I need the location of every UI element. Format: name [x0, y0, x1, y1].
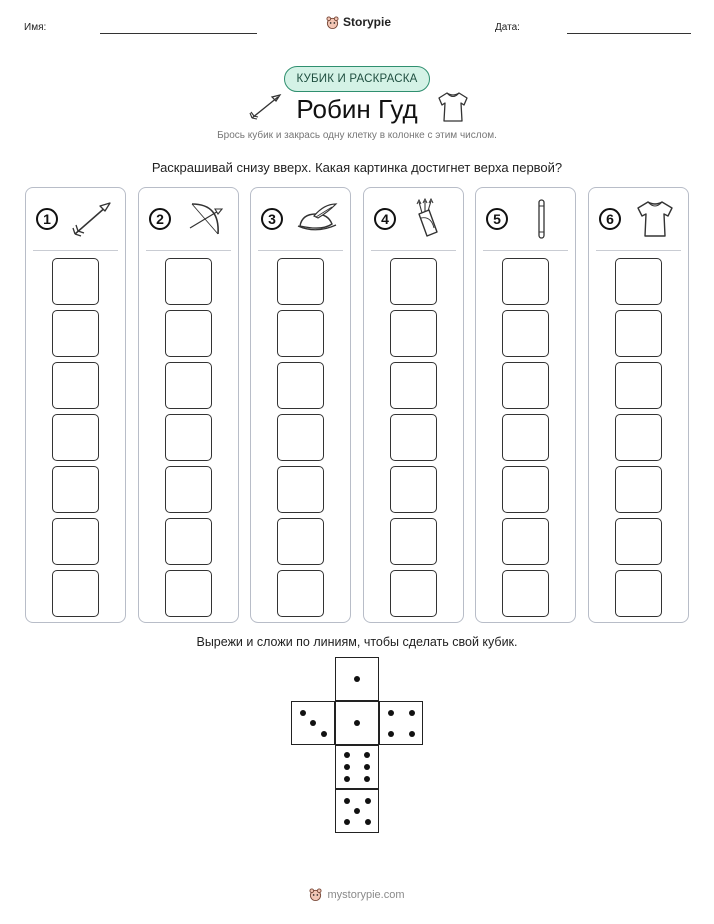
die-pip [344, 764, 350, 770]
column-separator [596, 250, 681, 251]
die-pip [344, 819, 350, 825]
die-pip [364, 752, 370, 758]
color-cell[interactable] [390, 258, 437, 305]
quiver-icon [407, 198, 453, 240]
die-pip [354, 720, 360, 726]
column-number: 2 [149, 208, 171, 230]
color-cell[interactable] [165, 414, 212, 461]
die-face [335, 701, 379, 745]
coloring-instruction: Раскрашивай снизу вверх. Какая картинка достигнет верха первой? [151, 160, 563, 175]
die-pip [365, 798, 371, 804]
color-cell[interactable] [165, 466, 212, 513]
die-pip [354, 676, 360, 682]
column-number: 3 [261, 208, 283, 230]
die-pip [310, 720, 316, 726]
bow-icon [182, 198, 228, 240]
color-cell[interactable] [615, 570, 662, 617]
die-pip [409, 731, 415, 737]
color-cell[interactable] [277, 362, 324, 409]
dice-instruction: Вырежи и сложи по линиям, чтобы сделать свой кубик. [196, 635, 518, 649]
feathered-hat-icon [294, 198, 340, 240]
die-pip [409, 710, 415, 716]
subtitle: Брось кубик и закрась одну клетку в колонке с этим числом. [217, 130, 497, 141]
column-number: 4 [374, 208, 396, 230]
date-line[interactable] [567, 33, 691, 34]
color-cell[interactable] [165, 362, 212, 409]
die-face [379, 701, 423, 745]
color-cell[interactable] [52, 466, 99, 513]
die-pip [388, 710, 394, 716]
die-pip [344, 752, 350, 758]
column-3 [250, 187, 351, 623]
color-cell[interactable] [502, 414, 549, 461]
color-cell[interactable] [390, 414, 437, 461]
die-face [335, 789, 379, 833]
column-1 [25, 187, 126, 623]
color-cell[interactable] [502, 362, 549, 409]
column-5 [475, 187, 576, 623]
color-cell[interactable] [615, 518, 662, 565]
footer-site: mystorypie.com [327, 888, 405, 901]
color-cell[interactable] [615, 362, 662, 409]
die-pip [321, 731, 327, 737]
color-cell[interactable] [502, 570, 549, 617]
color-cell[interactable] [615, 258, 662, 305]
column-separator [371, 250, 456, 251]
date-label: Дата: [495, 22, 520, 33]
color-cell[interactable] [52, 362, 99, 409]
column-separator [483, 250, 568, 251]
color-cell[interactable] [390, 518, 437, 565]
color-cell[interactable] [502, 518, 549, 565]
column-number: 6 [599, 208, 621, 230]
die-pip [300, 710, 306, 716]
color-cell[interactable] [277, 570, 324, 617]
column-separator [33, 250, 118, 251]
color-cell[interactable] [277, 414, 324, 461]
page-title: Робин Гуд [296, 94, 418, 124]
color-cell[interactable] [165, 570, 212, 617]
color-cell[interactable] [52, 258, 99, 305]
die-pip [344, 776, 350, 782]
staff-icon [519, 198, 565, 240]
footer [0, 888, 714, 901]
color-cell[interactable] [277, 466, 324, 513]
color-cell[interactable] [390, 466, 437, 513]
storypie-logo-icon [326, 16, 339, 29]
color-cell[interactable] [277, 518, 324, 565]
worksheet-type-badge: КУБИК И РАСКРАСКА [284, 66, 430, 92]
color-cell[interactable] [502, 466, 549, 513]
brand-name: Storypie [343, 15, 392, 29]
die-pip [365, 819, 371, 825]
column-number: 1 [36, 208, 58, 230]
column-4 [363, 187, 464, 623]
color-cell[interactable] [615, 310, 662, 357]
color-cell[interactable] [615, 466, 662, 513]
column-6 [588, 187, 689, 623]
color-cell[interactable] [165, 310, 212, 357]
column-number: 5 [486, 208, 508, 230]
color-cell[interactable] [390, 310, 437, 357]
color-cell[interactable] [390, 570, 437, 617]
name-label: Имя: [24, 22, 47, 33]
color-cell[interactable] [502, 310, 549, 357]
die-face [335, 657, 379, 701]
color-cell[interactable] [502, 258, 549, 305]
color-cell[interactable] [615, 414, 662, 461]
color-cell[interactable] [390, 362, 437, 409]
die-pip [354, 808, 360, 814]
title-tunic-icon [433, 90, 473, 124]
color-cell[interactable] [52, 518, 99, 565]
name-line[interactable] [100, 33, 257, 34]
tunic-icon [632, 198, 678, 240]
arrow-icon [69, 198, 115, 240]
brand [326, 15, 391, 29]
die-pip [344, 798, 350, 804]
column-separator [146, 250, 231, 251]
die-face [335, 745, 379, 789]
storypie-logo-icon [309, 888, 322, 901]
color-cell[interactable] [277, 258, 324, 305]
color-cell[interactable] [52, 570, 99, 617]
column-separator [258, 250, 343, 251]
color-cell[interactable] [165, 258, 212, 305]
column-2 [138, 187, 239, 623]
color-cell[interactable] [52, 414, 99, 461]
color-cell[interactable] [165, 518, 212, 565]
color-cell[interactable] [277, 310, 324, 357]
die-pip [364, 764, 370, 770]
color-cell[interactable] [52, 310, 99, 357]
die-pip [364, 776, 370, 782]
die-pip [388, 731, 394, 737]
die-face [291, 701, 335, 745]
